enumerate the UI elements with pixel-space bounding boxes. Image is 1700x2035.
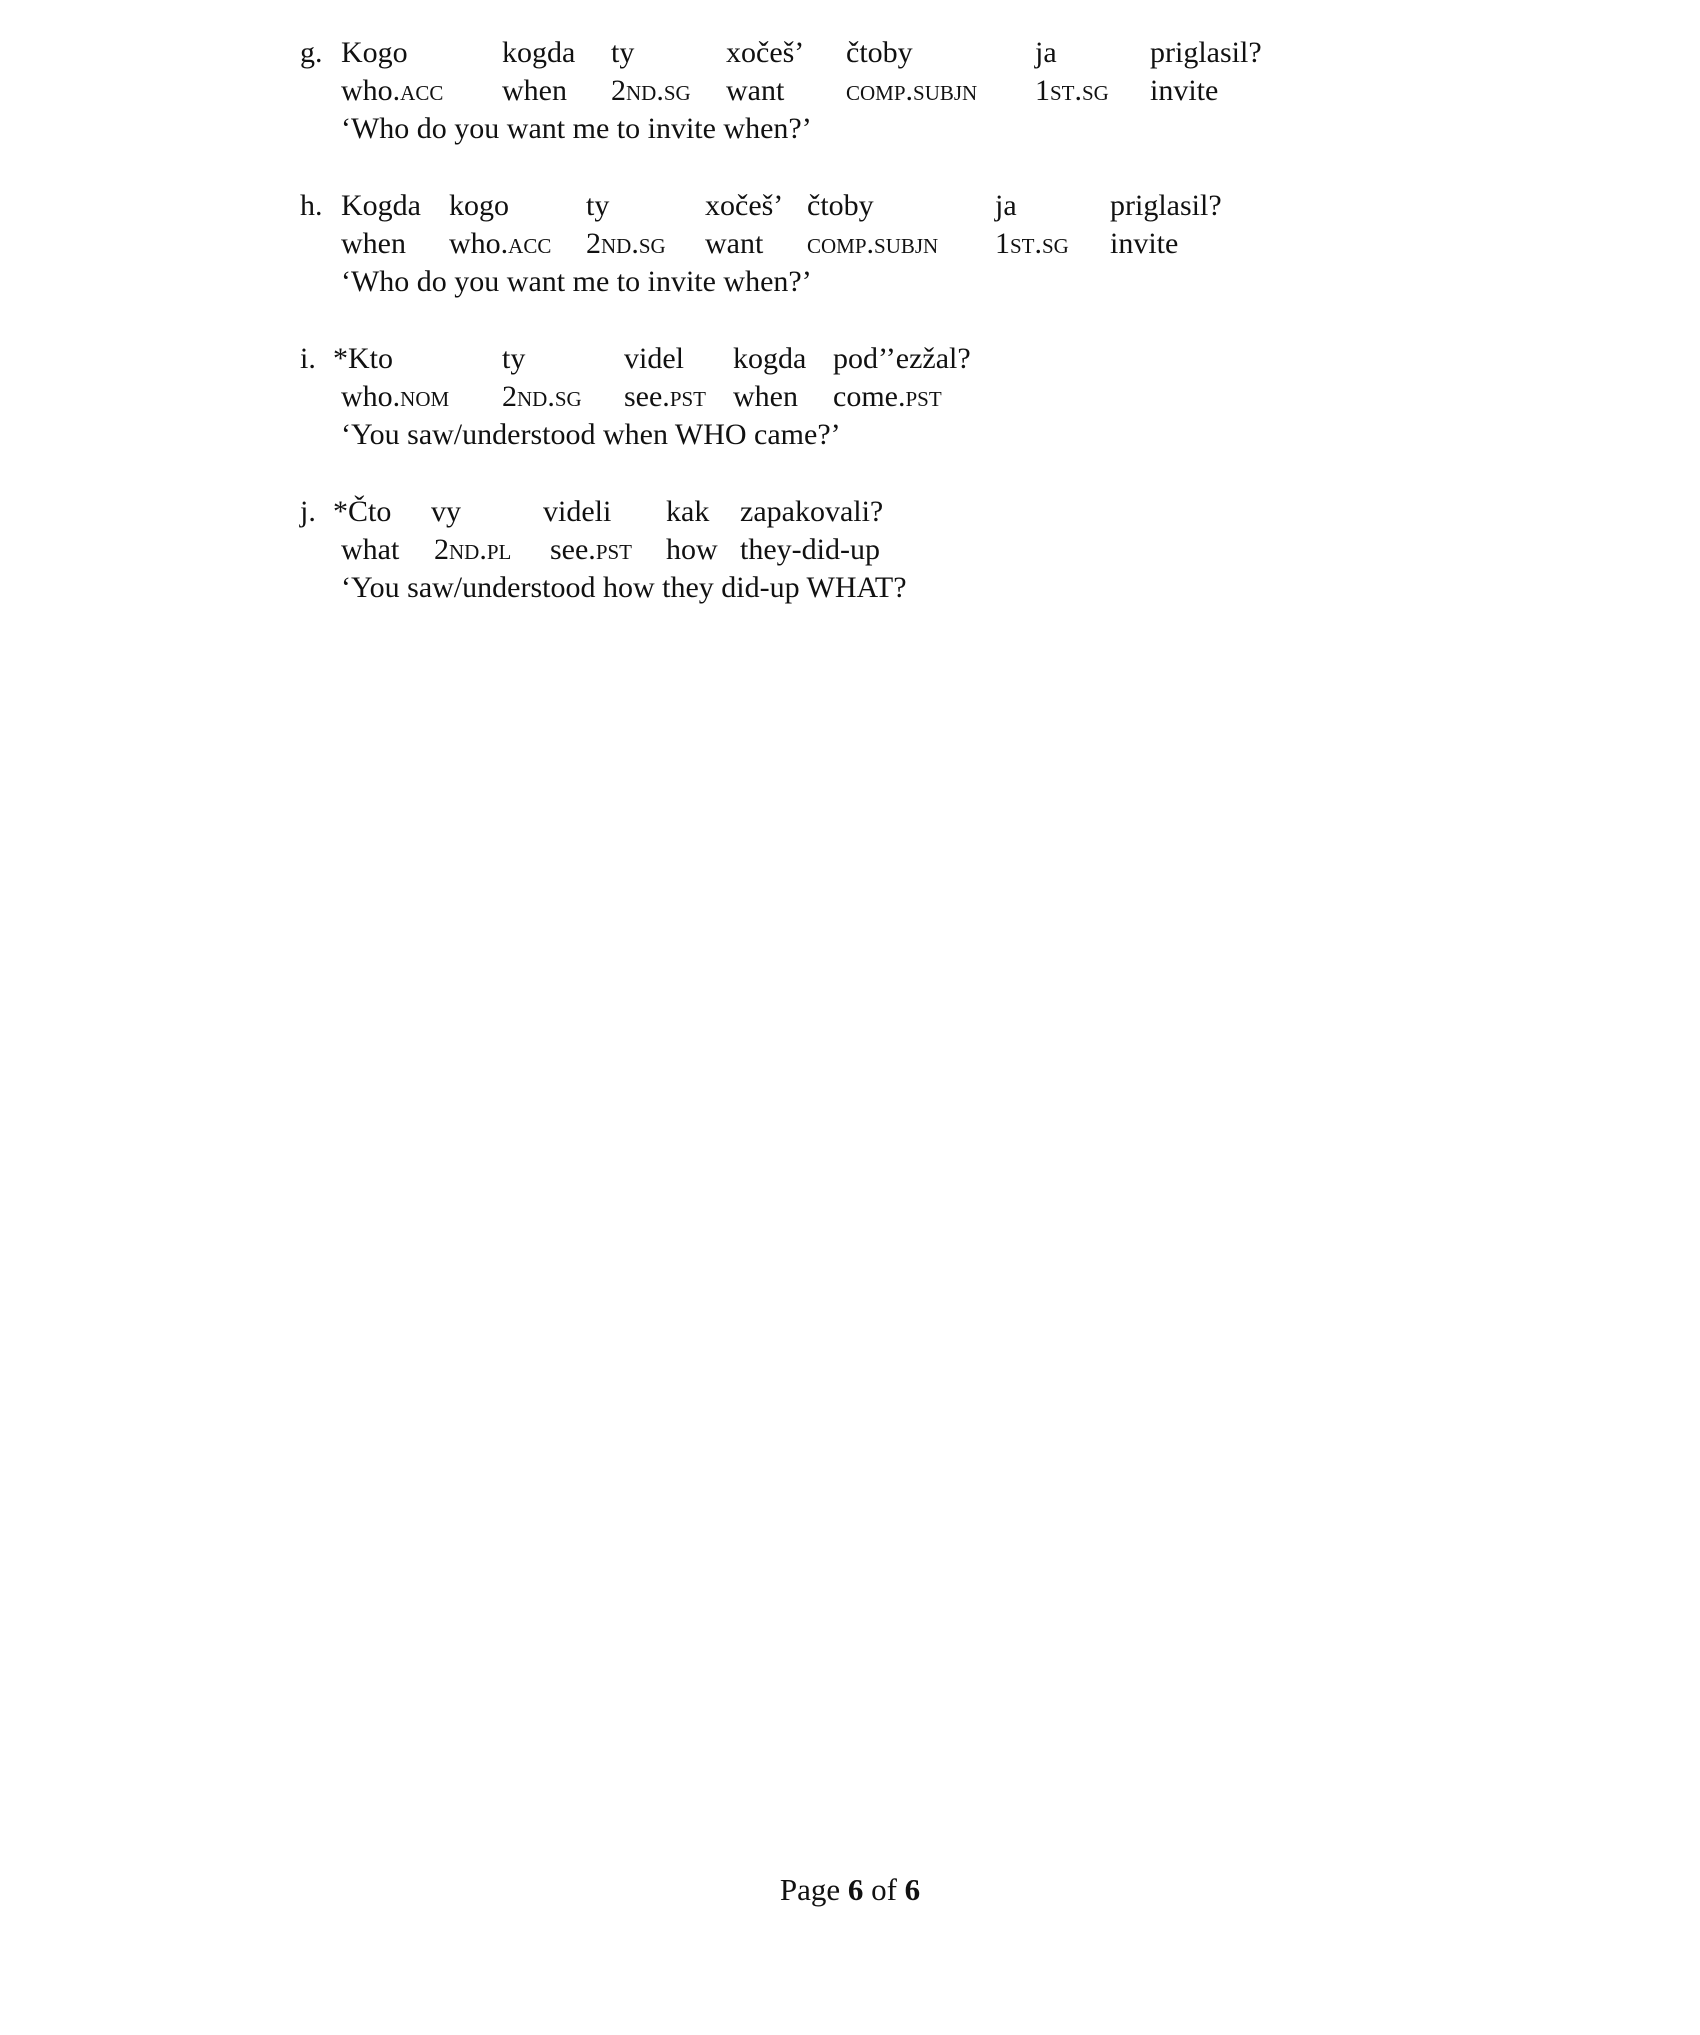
word: ty bbox=[586, 189, 610, 222]
gloss: how bbox=[666, 533, 718, 566]
word: kogo bbox=[449, 189, 509, 222]
current-page-number: 6 bbox=[847, 1872, 864, 1907]
translation-line bbox=[300, 569, 1400, 607]
word: videl bbox=[624, 342, 684, 375]
word: ja bbox=[995, 189, 1017, 222]
word: zapakovali? bbox=[740, 495, 884, 528]
gloss: when bbox=[733, 380, 798, 413]
translation: ‘Who do you want me to invite when?’ bbox=[341, 112, 812, 145]
translation: ‘You saw/understood how they did-up WHAT? bbox=[341, 571, 907, 604]
word: priglasil? bbox=[1110, 189, 1222, 222]
example-label: j. bbox=[300, 495, 316, 528]
example-line bbox=[300, 493, 1400, 531]
page-of-label: of bbox=[871, 1872, 897, 1907]
word: *Kto bbox=[333, 342, 393, 375]
translation: ‘Who do you want me to invite when?’ bbox=[341, 265, 812, 298]
translation-line bbox=[300, 416, 1400, 454]
word: xočeš’ bbox=[705, 189, 784, 222]
example-label: i. bbox=[300, 342, 316, 375]
translation-line bbox=[300, 263, 1400, 301]
translation-line bbox=[300, 110, 1400, 148]
example-line bbox=[300, 187, 1400, 225]
page-label: Page bbox=[779, 1872, 841, 1907]
gloss: invite bbox=[1150, 74, 1219, 107]
gloss: 1st.sg bbox=[1035, 74, 1109, 107]
word: kogda bbox=[733, 342, 807, 375]
word: videli bbox=[543, 495, 612, 528]
gloss: want bbox=[726, 74, 785, 107]
example-label: g. bbox=[300, 36, 323, 69]
gloss: see.pst bbox=[624, 380, 706, 413]
translation: ‘You saw/understood when WHO came?’ bbox=[341, 418, 841, 451]
word: kak bbox=[666, 495, 710, 528]
word: ty bbox=[611, 36, 635, 69]
gloss: when bbox=[341, 227, 406, 260]
gloss: who.acc bbox=[449, 227, 552, 260]
gloss: who.nom bbox=[341, 380, 450, 413]
example-h bbox=[300, 187, 1400, 301]
word: čtoby bbox=[807, 189, 874, 222]
gloss: comp.subjn bbox=[846, 74, 978, 107]
word: Kogda bbox=[341, 189, 421, 222]
word: pod’’ezžal? bbox=[833, 342, 971, 375]
gloss: 2nd.sg bbox=[586, 227, 666, 260]
example-label: h. bbox=[300, 189, 323, 222]
gloss: what bbox=[341, 533, 400, 566]
gloss: when bbox=[502, 74, 567, 107]
gloss: 2nd.sg bbox=[502, 380, 582, 413]
word: *Čto bbox=[333, 495, 392, 528]
word: kogda bbox=[502, 36, 576, 69]
page-footer bbox=[0, 1870, 1700, 1910]
word: Kogo bbox=[341, 36, 408, 69]
gloss: who.acc bbox=[341, 74, 444, 107]
gloss-line bbox=[300, 531, 1400, 569]
gloss: comp.subjn bbox=[807, 227, 939, 260]
example-line bbox=[300, 34, 1400, 72]
gloss: 1st.sg bbox=[995, 227, 1069, 260]
gloss: 2nd.sg bbox=[611, 74, 691, 107]
gloss: invite bbox=[1110, 227, 1179, 260]
word: ty bbox=[502, 342, 526, 375]
gloss: want bbox=[705, 227, 764, 260]
example-line bbox=[300, 340, 1400, 378]
word: čtoby bbox=[846, 36, 913, 69]
word: xočeš’ bbox=[726, 36, 805, 69]
gloss: see.pst bbox=[550, 533, 632, 566]
gloss-line bbox=[300, 72, 1400, 110]
word: ja bbox=[1035, 36, 1057, 69]
total-pages-number: 6 bbox=[904, 1872, 921, 1907]
gloss: come.pst bbox=[833, 380, 942, 413]
word: priglasil? bbox=[1150, 36, 1262, 69]
example-j bbox=[300, 493, 1400, 607]
gloss-line bbox=[300, 378, 1400, 416]
word: vy bbox=[431, 495, 461, 528]
example-i bbox=[300, 340, 1400, 454]
example-g bbox=[300, 34, 1400, 148]
gloss: 2nd.pl bbox=[434, 533, 512, 566]
gloss-line bbox=[300, 225, 1400, 263]
gloss: they-did-up bbox=[740, 533, 880, 566]
